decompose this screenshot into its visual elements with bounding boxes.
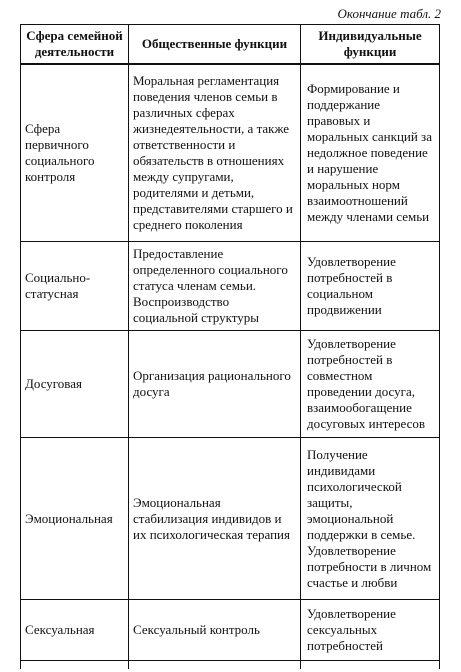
- table-row: [21, 242, 440, 331]
- cell-social: Эмоциональная стабилизация индивидов и их психологическая терапия: [129, 438, 301, 600]
- cell-individual: Удовлетворение сексуальных потребностей: [301, 600, 440, 661]
- cell-individual: Удовлетворение потребностей в совместном проведении досуга, взаимообогащение досуговых интересов: [301, 331, 440, 438]
- table-row: [21, 600, 440, 661]
- continuation-cell: [301, 661, 440, 670]
- table-row: [21, 64, 440, 242]
- header-social-functions: Общественные функции: [129, 25, 301, 65]
- cell-sphere: Сексуальная: [21, 600, 129, 661]
- family-functions-table: [20, 24, 440, 669]
- cell-social: Предоставление определенного социального статуса членам семьи. Воспроизводство социальной структуры: [129, 242, 301, 331]
- table-row: [21, 438, 440, 600]
- table-header-row: [21, 25, 440, 65]
- header-individual-functions: Индивидуальные функции: [301, 25, 440, 65]
- cell-social: Моральная регламентация поведения членов семьи в различных сферах жизнедеятельности, а также ответственности и обязательств в отношениях между супругами, родителями и детьми, представителями старшего и среднего поколения: [129, 64, 301, 242]
- cell-social: Сексуальный контроль: [129, 600, 301, 661]
- cell-sphere: Социально-статусная: [21, 242, 129, 331]
- cell-sphere: Эмоциональная: [21, 438, 129, 600]
- table-continuation: [21, 661, 440, 670]
- continuation-cell: [21, 661, 129, 670]
- cell-individual: Удовлетворение потребностей в социальном продвижении: [301, 242, 440, 331]
- continuation-cell: [129, 661, 301, 670]
- table-caption: Окончание табл. 2: [337, 6, 441, 21]
- cell-individual: Получение индивидами психологической защиты, эмоциональной поддержки в семье. Удовлетворение потребности в личном счастье и любви: [301, 438, 440, 600]
- table-row: [21, 331, 440, 438]
- header-sphere: Сфера семейной деятельности: [21, 25, 129, 65]
- cell-sphere: Сфера первичного социального контроля: [21, 64, 129, 242]
- cell-sphere: Досуговая: [21, 331, 129, 438]
- cell-individual: Формирование и поддержание правовых и моральных санкций за недолжное поведение и нарушение моральных норм взаимоотношений между членами семьи: [301, 64, 440, 242]
- cell-social: Организация рационального досуга: [129, 331, 301, 438]
